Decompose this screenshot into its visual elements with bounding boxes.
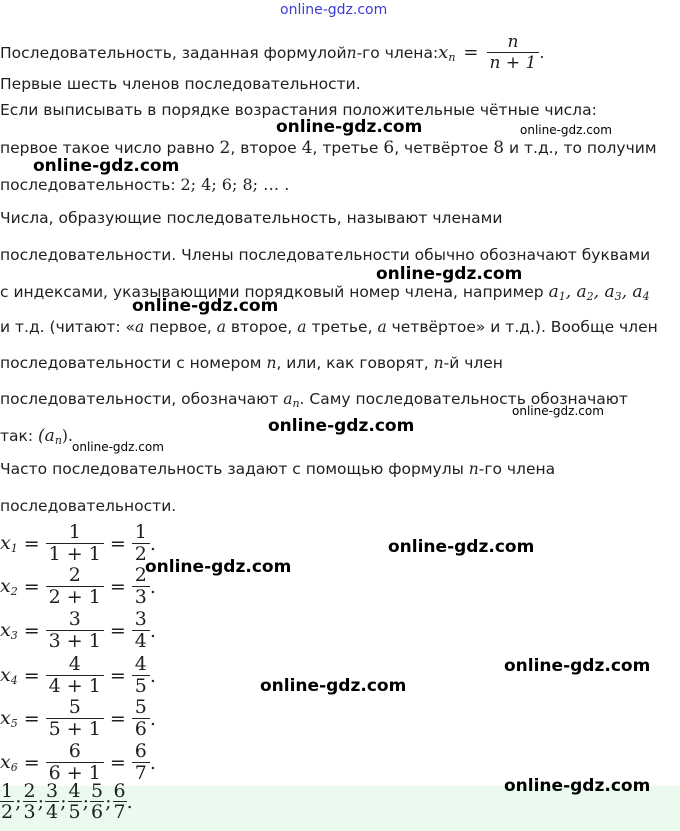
- term-row-1: $x_1$ = $\frac{1}{1 + 1}$ = $\frac{1}{2}$ .: [0, 521, 156, 565]
- watermark: online-gdz.com: [512, 404, 604, 418]
- definition-line: [0, 32, 544, 73]
- formula-denominator: n + 1: [487, 52, 540, 73]
- definition-prefix: Последовательность, заданная формулой: [0, 43, 347, 62]
- answer-sequence: $\frac{1}{2}$ ; $\frac{2}{3}$ ; $\frac{3}{4}$ ; $\frac{4}{5}$ ; $\frac{5}{6}$ ; $\frac{6}{7}$ .: [1, 780, 133, 823]
- watermark: online-gdz.com: [504, 656, 651, 676]
- watermark: online-gdz.com: [276, 117, 423, 137]
- watermark: online-gdz.com: [145, 557, 292, 577]
- formula-numerator: n: [507, 32, 519, 52]
- term-row-2: $x_2$ = $\frac{2}{2 + 1}$ = $\frac{2}{3}$ .: [0, 564, 156, 608]
- theory-line-5: последовательности. Члены последовательности обычно обозначают буквами: [0, 246, 651, 264]
- definition-var: n: [346, 43, 357, 62]
- theory-line-9: последовательности, обозначают $a_n$. Саму последовательность обозначают: [0, 390, 628, 410]
- theory-line-1: Если выписывать в порядке возрастания положительные чётные числа:: [0, 101, 597, 119]
- theory-line-3: последовательность: 2; 4; 6; 8; … .: [0, 175, 290, 194]
- watermark: online-gdz.com: [268, 416, 415, 436]
- theory-line-11: Часто последовательность задают с помощью формулы n-го члена: [0, 460, 556, 478]
- watermark: online-gdz.com: [132, 296, 279, 316]
- watermark: online-gdz.com: [504, 776, 651, 796]
- theory-line-12: последовательности.: [0, 497, 177, 515]
- formula-lhs: $x_n$: [438, 41, 456, 64]
- theory-line-2: первое такое число равно 2, второе 4, третье 6, четвёртое 8 и т.д., то получим: [0, 138, 657, 158]
- term-row-5: $x_5$ = $\frac{5}{5 + 1}$ = $\frac{5}{6}$ .: [0, 696, 156, 740]
- term-row-6: $x_6$ = $\frac{6}{6 + 1}$ = $\frac{6}{7}$ .: [0, 740, 156, 784]
- watermark: online-gdz.com: [33, 156, 180, 176]
- term-row-4: $x_4$ = $\frac{4}{4 + 1}$ = $\frac{4}{5}$ .: [0, 653, 156, 697]
- watermark: online-gdz.com: [376, 264, 523, 284]
- watermark: online-gdz.com: [72, 440, 164, 454]
- definition-suffix: -го члена:: [356, 43, 439, 62]
- watermark: online-gdz.com: [260, 676, 407, 696]
- theory-line-4: Числа, образующие последовательность, называют членами: [0, 209, 503, 227]
- formula-end: .: [539, 43, 545, 62]
- term-row-3: $x_3$ = $\frac{3}{3 + 1}$ = $\frac{3}{4}$ .: [0, 608, 156, 652]
- theory-line-7: и т.д. (читают: «a первое, a второе, a третье, a четвёртое» и т.д.). Вообще член: [0, 318, 658, 336]
- formula-fraction: [487, 32, 540, 73]
- theory-line-8: последовательности с номером n, или, как говорят, n-й член: [0, 354, 503, 372]
- theory-line-10: так: $(a_n)$.: [0, 426, 73, 447]
- watermark: online-gdz.com: [520, 123, 612, 137]
- formula-eq: =: [463, 42, 479, 63]
- watermark-top: online-gdz.com: [280, 2, 388, 18]
- first-six-heading: Первые шесть членов последовательности.: [0, 75, 361, 93]
- theory-line-6: с индексами, указывающими порядковый номер члена, например $a_1$, $a_2$, $a_3$, $a_4$: [0, 282, 650, 303]
- watermark: online-gdz.com: [388, 537, 535, 557]
